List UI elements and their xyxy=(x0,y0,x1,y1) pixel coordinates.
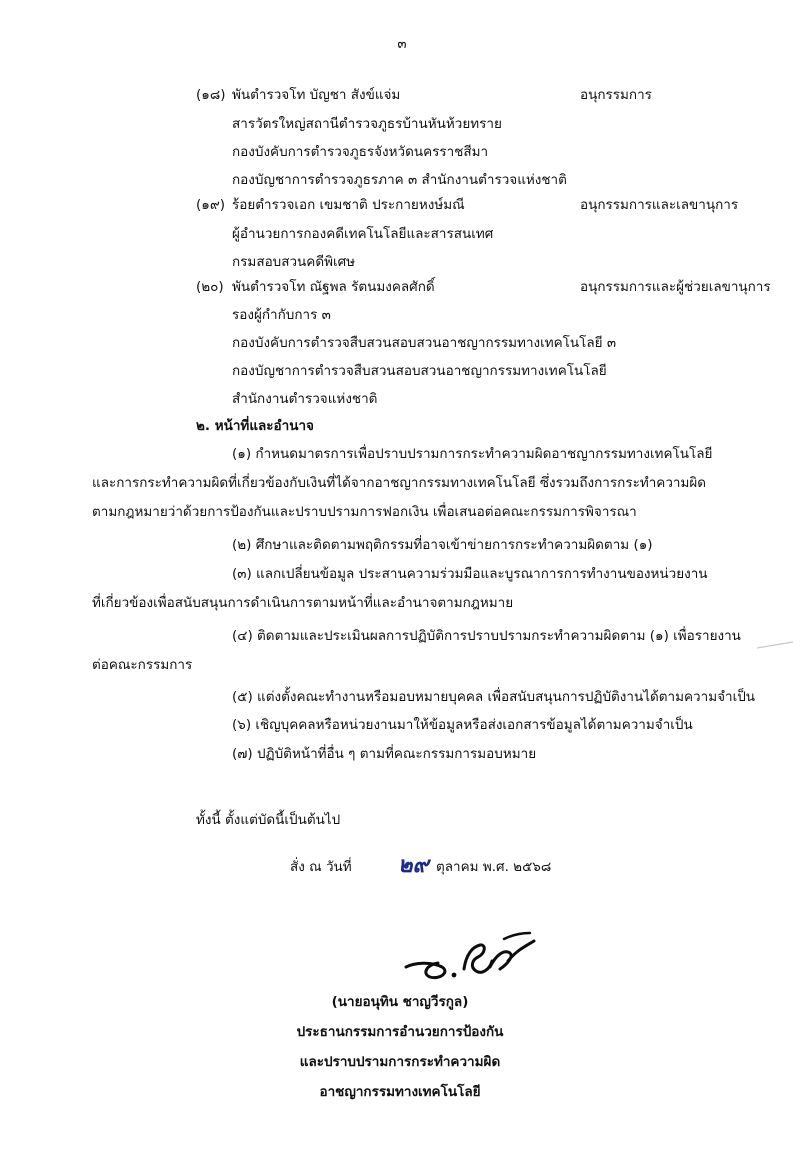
member-18-position-line: กองบัญชาการตำรวจภูธรภาค ๓ สำนักงานตำรวจแห่งชาติ xyxy=(232,172,567,188)
signatory-name: (นายอนุทิน ชาญวีรกูล) xyxy=(331,994,469,1010)
member-19-role: อนุกรรมการและเลขานุการ xyxy=(580,197,739,213)
duty-1-line: และการกระทำความผิดที่เกี่ยวข้องกับเงินที่ได้จากอาชญากรรมทางเทคโนโลยี ซึ่งรวมถึงการกระทำความผิด xyxy=(92,475,707,491)
order-date-month-year: ตุลาคม พ.ศ. ๒๕๖๘ xyxy=(436,859,552,875)
effective-clause: ทั้งนี้ ตั้งแต่บัดนี้เป็นต้นไป xyxy=(196,812,341,828)
member-19-number: (๑๙) xyxy=(196,197,225,213)
page-number: ๓ xyxy=(397,36,407,52)
duty-3-line: (๓) แลกเปลี่ยนข้อมูล ประสานความร่วมมือและบูรณาการการทำงานของหน่วยงาน xyxy=(232,566,708,582)
section-heading: ๒. หน้าที่และอำนาจ xyxy=(196,418,314,434)
duty-7: (๗) ปฏิบัติหน้าที่อื่น ๆ ตามที่คณะกรรมการมอบหมาย xyxy=(232,746,537,762)
duty-2: (๒) ศึกษาและติดตามพฤติกรรมที่อาจเข้าข่ายการกระทำความผิดตาม (๑) xyxy=(232,537,653,553)
member-20-position-line: รองผู้กำกับการ ๓ xyxy=(232,307,331,323)
duty-5: (๕) แต่งตั้งคณะทำงานหรือมอบหมายบุคคล เพื่อสนับสนุนการปฏิบัติงานได้ตามความจำเป็น xyxy=(232,689,755,705)
duty-3-line: ที่เกี่ยวข้องเพื่อสนับสนุนการดำเนินการตามหน้าที่และอำนาจตามกฎหมาย xyxy=(92,595,514,611)
order-date-prefix: สั่ง ณ วันที่ xyxy=(290,859,352,875)
duty-1-line: ตามกฎหมายว่าด้วยการป้องกันและปราบปรามการฟอกเงิน เพื่อเสนอต่อคณะกรรมการพิจารณา xyxy=(92,504,637,520)
member-18-position-line: สารวัตรใหญ่สถานีตำรวจภูธรบ้านหันห้วยทราย xyxy=(232,116,502,132)
duty-4-line: ต่อคณะกรรมการ xyxy=(92,657,193,673)
member-19-name: ร้อยตำรวจเอก เขมชาติ ประกายหงษ์มณี xyxy=(232,197,465,213)
member-19-position-line: ผู้อำนวยการกองคดีเทคโนโลยีและสารสนเทศ xyxy=(232,226,494,242)
member-18-role: อนุกรรมการ xyxy=(580,87,652,103)
member-19-position-line: กรมสอบสวนคดีพิเศษ xyxy=(232,254,356,270)
signatory-title-line: ประธานกรรมการอำนวยการป้องกัน xyxy=(296,1024,504,1040)
duty-1-line: (๑) กำหนดมาตรการเพื่อปราบปรามการกระทำความผิดอาชญากรรมทางเทคโนโลยี xyxy=(232,446,713,462)
signatory-title-line: และปราบปรามการกระทำความผิด xyxy=(299,1054,501,1070)
order-date-day-handwritten: ๒๙ xyxy=(398,852,429,878)
duty-4-line: (๔) ติดตามและประเมินผลการปฏิบัติการปราบปรามกระทำความผิดตาม (๑) เพื่อรายงาน xyxy=(232,628,741,644)
member-20-position-line: กองบังคับการตำรวจสืบสวนสอบสวนอาชญากรรมทางเทคโนโลยี ๓ xyxy=(232,335,617,351)
member-18-name: พันตำรวจโท บัญชา สังข์แจ่ม xyxy=(232,87,401,103)
member-20-number: (๒๐) xyxy=(196,279,224,295)
member-18-number: (๑๘) xyxy=(196,87,226,103)
signatory-title-line: อาชญากรรมทางเทคโนโลยี xyxy=(319,1084,481,1100)
member-20-name: พันตำรวจโท ณัฐพล รัตนมงคลศักดิ์ xyxy=(232,279,435,295)
duty-6: (๖) เชิญบุคคลหรือหน่วยงานมาให้ข้อมูลหรือส่งเอกสารข้อมูลได้ตามความจำเป็น xyxy=(232,717,693,733)
scan-mark-decoration xyxy=(755,640,795,650)
member-20-position-line: สำนักงานตำรวจแห่งชาติ xyxy=(232,391,378,407)
member-18-position-line: กองบังคับการตำรวจภูธรจังหวัดนครราชสีมา xyxy=(232,144,489,160)
signature-image xyxy=(400,925,540,985)
member-20-position-line: กองบัญชาการตำรวจสืบสวนสอบสวนอาชญากรรมทางเทคโนโลยี xyxy=(232,363,607,379)
member-20-role: อนุกรรมการและผู้ช่วยเลขานุการ xyxy=(580,279,771,295)
